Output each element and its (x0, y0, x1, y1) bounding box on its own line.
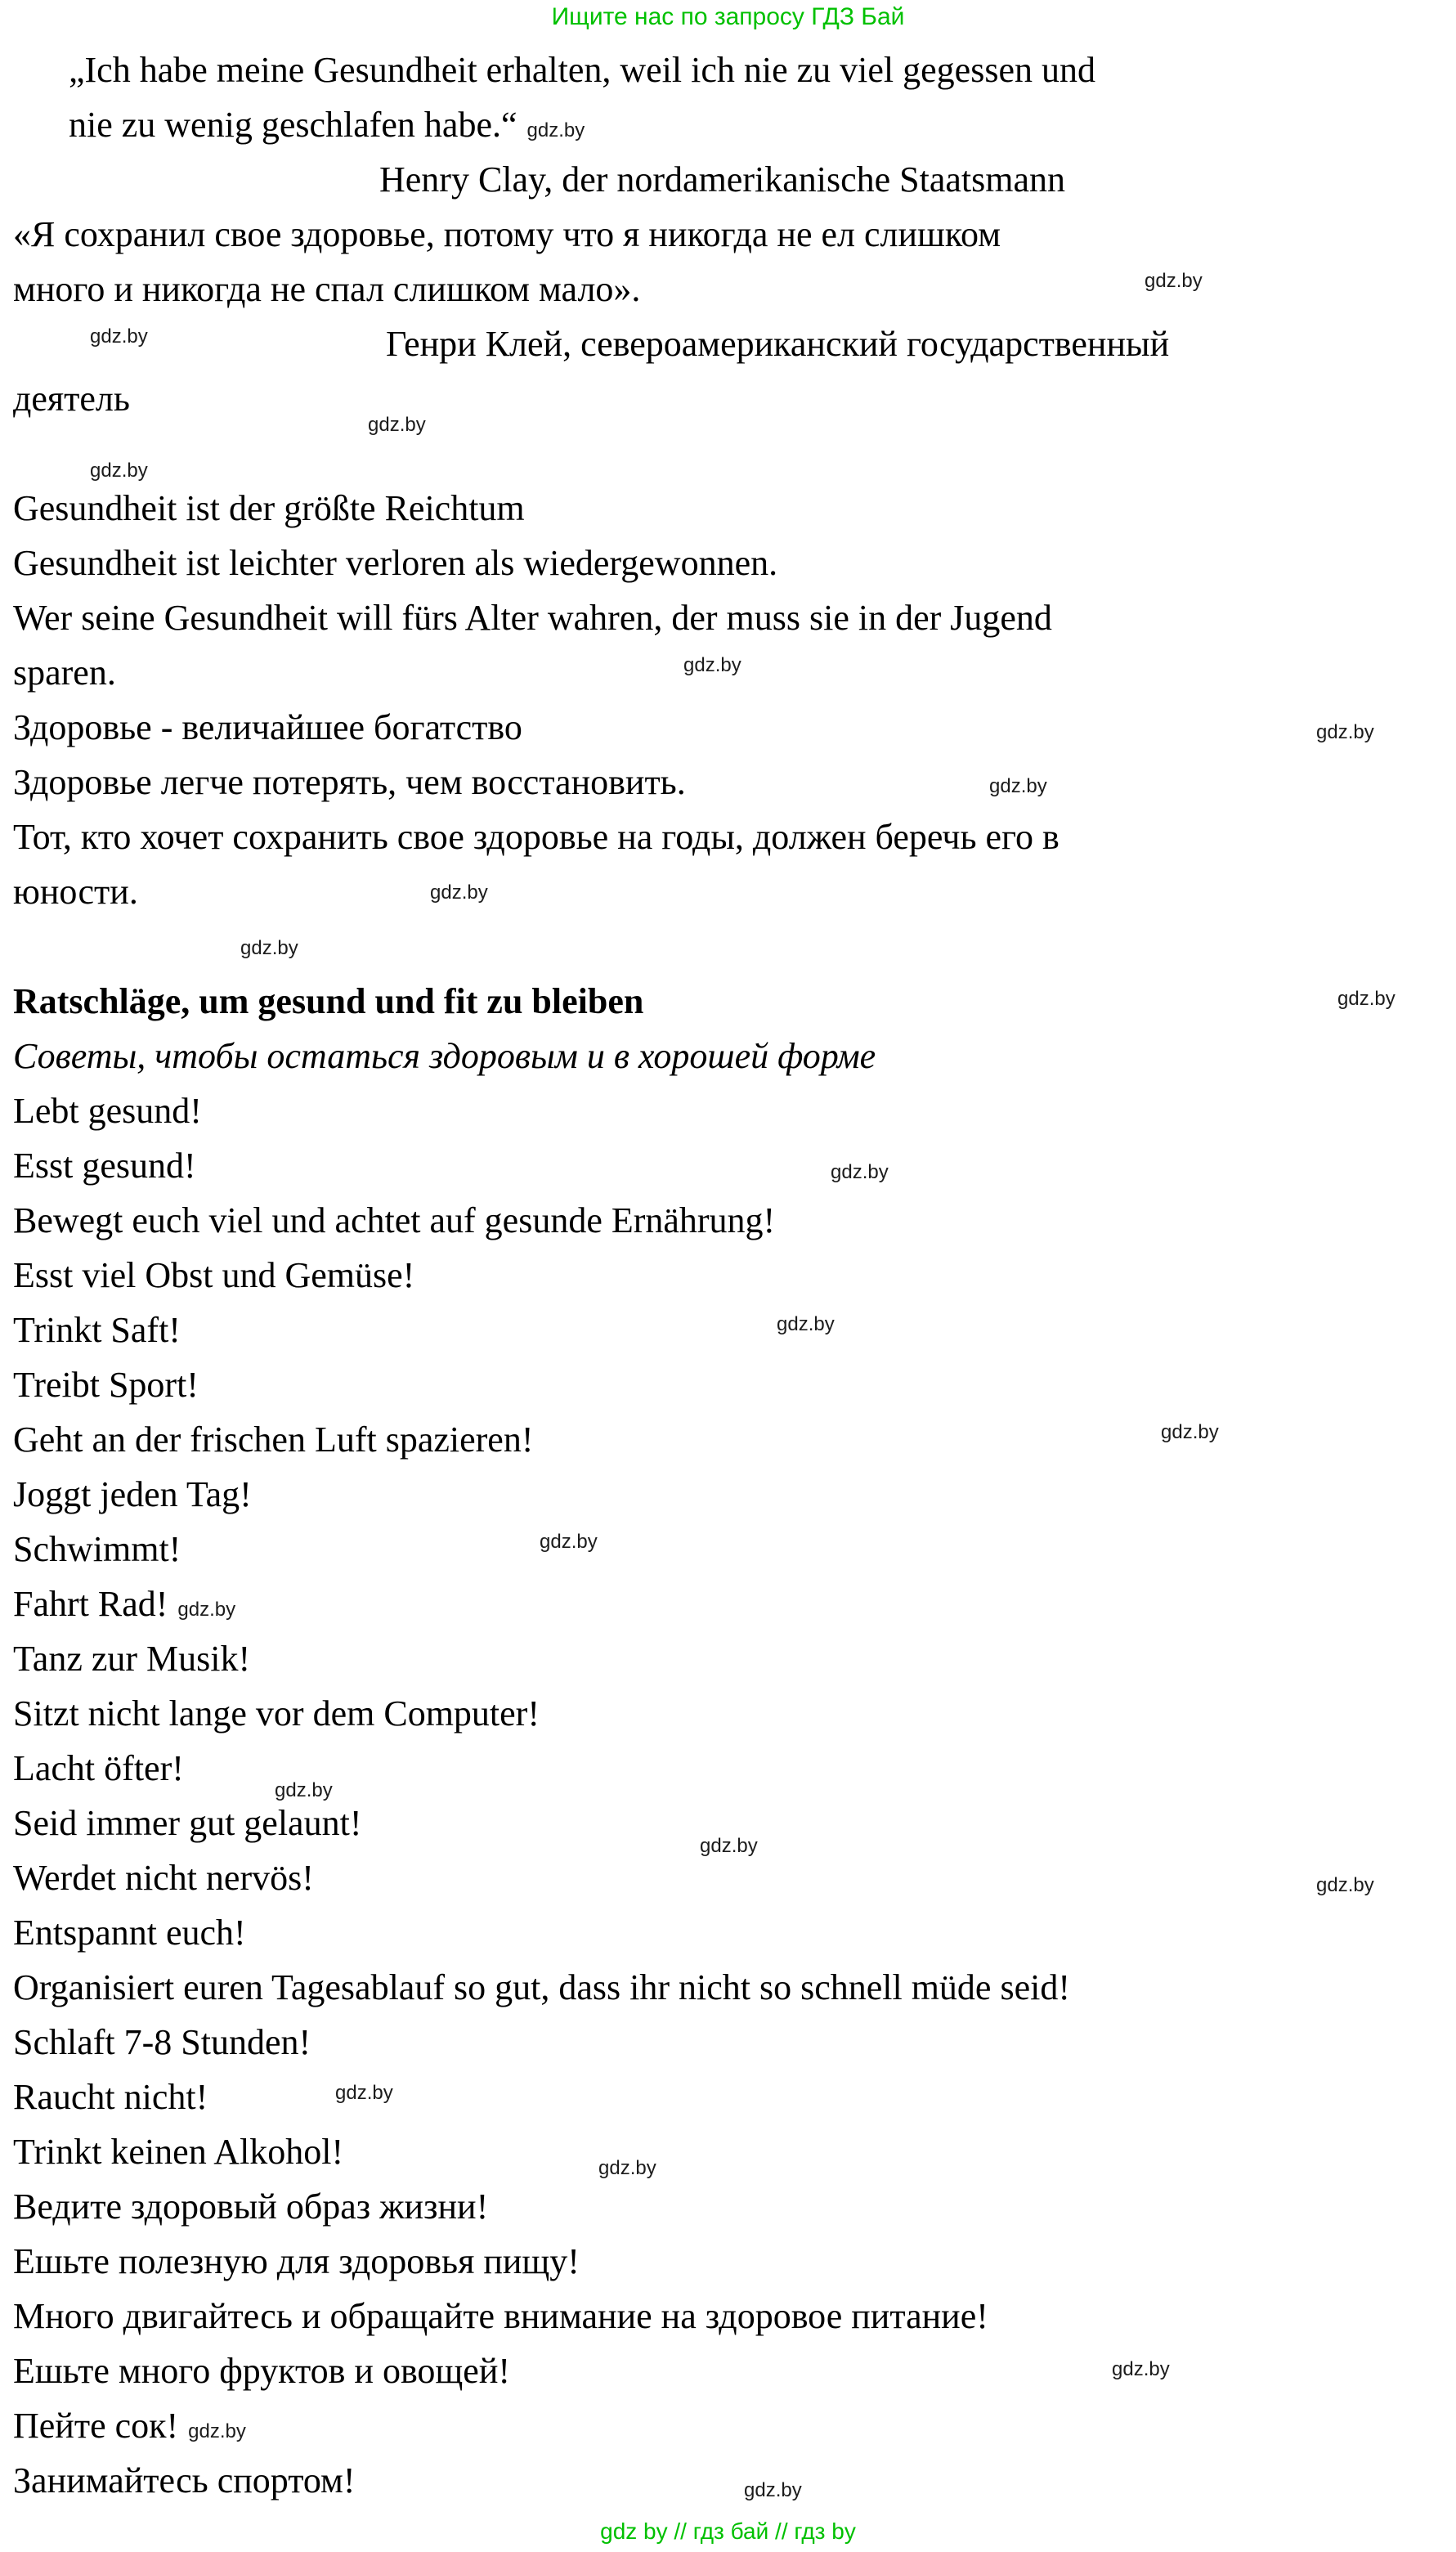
text-line (0, 1576, 1456, 1631)
gdz-watermark: gdz.by (1145, 270, 1203, 292)
text-line (0, 2234, 1456, 2289)
text-line (0, 481, 1456, 536)
text-line-content: деятель (13, 379, 130, 419)
text-line-content: sparen. (13, 653, 116, 693)
gdz-watermark: gdz.by (335, 2082, 393, 2104)
text-line-content: Joggt jeden Tag! (13, 1474, 252, 1514)
text-line (0, 1796, 1456, 1850)
gdz-watermark: gdz.by (777, 1313, 835, 1335)
text-line (0, 97, 1456, 152)
text-line (0, 1631, 1456, 1686)
text-line-content: Ешьте полезную для здоровья пищу! (13, 2241, 580, 2281)
text-line (0, 207, 1456, 262)
text-line (0, 2124, 1456, 2179)
text-line-content: Bewegt euch viel und achtet auf gesunde Ernährung! (13, 1200, 776, 1240)
text-line (0, 371, 1456, 426)
gdz-watermark: gdz.by (526, 119, 585, 141)
text-line (0, 2398, 1456, 2453)
text-line-content: «Я сохранил свое здоровье, потому что я никогда не ел слишком (13, 214, 1001, 254)
text-line-content: Esst viel Obst und Gemüse! (13, 1255, 415, 1295)
gdz-watermark: gdz.by (368, 414, 426, 436)
gdz-watermark: gdz.by (700, 1835, 758, 1857)
gdz-watermark: gdz.by (1316, 721, 1374, 743)
text-line (0, 645, 1456, 700)
text-line-content: nie zu wenig geschlafen habe.“ (69, 105, 517, 145)
gdz-watermark: gdz.by (1112, 2358, 1170, 2380)
text-line-content: юности. (13, 872, 138, 912)
text-line (0, 1522, 1456, 1576)
text-line-content: много и никогда не спал слишком мало». (13, 269, 641, 309)
text-line-content: „Ich habe meine Gesundheit erhalten, weil ich nie zu viel gegessen und (69, 50, 1095, 90)
document-text-content (0, 43, 1456, 2508)
text-line-content: Esst gesund! (13, 1146, 196, 1186)
text-line-content: Lebt gesund! (13, 1091, 202, 1131)
text-line-content: Henry Clay, der nordamerikanische Staatsmann (379, 159, 1065, 200)
text-line-content: Lacht öfter! (13, 1748, 184, 1788)
text-line-content: Raucht nicht! (13, 2077, 208, 2117)
text-line-content: Генри Клей, североамериканский государственный (386, 324, 1170, 364)
text-line (0, 2179, 1456, 2234)
text-line (0, 974, 1456, 1029)
gdz-watermark: gdz.by (598, 2157, 656, 2179)
text-line-content: Geht an der frischen Luft spazieren! (13, 1420, 534, 1460)
text-line (0, 1083, 1456, 1138)
gdz-watermark: gdz.by (188, 2420, 246, 2442)
gdz-watermark: gdz.by (744, 2479, 802, 2501)
text-line-content: Schwimmt! (13, 1529, 181, 1569)
text-line (0, 2343, 1456, 2398)
text-line (0, 1467, 1456, 1522)
text-line (0, 2453, 1456, 2508)
gdz-watermark: gdz.by (1337, 988, 1396, 1010)
text-line (0, 1741, 1456, 1796)
text-line-content: Пейте сок! (13, 2406, 179, 2446)
gdz-watermark: gdz.by (430, 881, 488, 904)
text-line (0, 1850, 1456, 1905)
text-line (0, 1357, 1456, 1412)
text-line (0, 810, 1456, 864)
text-line-content: Занимайтесь спортом! (13, 2460, 356, 2500)
text-line (0, 262, 1456, 316)
text-line-content: Gesundheit ist der größte Reichtum (13, 488, 525, 528)
gdz-watermark: gdz.by (683, 654, 741, 676)
gdz-watermark: gdz.by (177, 1599, 236, 1621)
text-line-content: Тот, кто хочет сохранить свое здоровье на годы, должен беречь его в (13, 817, 1060, 857)
text-line (0, 2015, 1456, 2070)
text-line-content: Trinkt keinen Alkohol! (13, 2132, 344, 2172)
text-line-content: Gesundheit ist leichter verloren als wiedergewonnen. (13, 543, 778, 583)
text-line (0, 316, 1456, 371)
text-line (0, 43, 1456, 97)
gdz-watermark: gdz.by (90, 460, 148, 482)
text-line-content: Werdet nicht nervös! (13, 1858, 314, 1898)
text-line (0, 1029, 1456, 1083)
text-line (0, 2289, 1456, 2343)
text-line-content: Здоровье легче потерять, чем восстановить. (13, 762, 686, 802)
gdz-watermark: gdz.by (989, 775, 1047, 797)
gdz-watermark: gdz.by (831, 1161, 889, 1183)
promo-header: Ищите нас по запросу ГДЗ Бай (551, 3, 905, 30)
text-line-content: Много двигайтесь и обращайте внимание на здоровое питание! (13, 2296, 988, 2336)
gdz-watermark: gdz.by (540, 1531, 598, 1553)
text-line-content: Treibt Sport! (13, 1365, 199, 1405)
text-line-content: Ведите здоровый образ жизни! (13, 2186, 489, 2227)
text-line (0, 1960, 1456, 2015)
text-line (0, 1412, 1456, 1467)
text-line (0, 152, 1456, 207)
text-line-content: Trinkt Saft! (13, 1310, 181, 1350)
gdz-watermark: gdz.by (1161, 1421, 1219, 1443)
text-line-content: Schlaft 7-8 Stunden! (13, 2022, 311, 2062)
text-line-content: Tanz zur Musik! (13, 1639, 251, 1679)
text-line (0, 590, 1456, 645)
text-line (0, 1303, 1456, 1357)
gdz-watermark: gdz.by (240, 937, 298, 959)
text-line (0, 1248, 1456, 1303)
text-line-content: Entspannt euch! (13, 1913, 246, 1953)
text-line-content: Ешьте много фруктов и овощей! (13, 2351, 511, 2391)
text-line (0, 2070, 1456, 2124)
promo-footer: gdz by // гдз бай // гдз by (600, 2518, 856, 2544)
text-line (0, 864, 1456, 919)
text-line (0, 1193, 1456, 1248)
text-line (0, 1905, 1456, 1960)
text-line (0, 700, 1456, 755)
text-line-content: Здоровье - величайшее богатство (13, 707, 522, 747)
text-line-content: Советы, чтобы остаться здоровым и в хорошей форме (13, 1036, 876, 1076)
gdz-watermark: gdz.by (275, 1779, 333, 1801)
text-line (0, 1138, 1456, 1193)
text-line (0, 755, 1456, 810)
text-line-content: Ratschläge, um gesund und fit zu bleiben (13, 981, 644, 1021)
text-line (0, 1686, 1456, 1741)
gdz-watermark: gdz.by (90, 325, 148, 348)
gdz-watermark: gdz.by (1316, 1874, 1374, 1896)
text-line (0, 426, 1456, 481)
text-line-content: Organisiert euren Tagesablauf so gut, dass ihr nicht so schnell müde seid! (13, 1967, 1070, 2007)
text-line-content: Wer seine Gesundheit will fürs Alter wahren, der muss sie in der Jugend (13, 598, 1052, 638)
text-line (0, 536, 1456, 590)
text-line-content: Sitzt nicht lange vor dem Computer! (13, 1693, 540, 1733)
text-line (0, 919, 1456, 974)
text-line-content: Seid immer gut gelaunt! (13, 1803, 362, 1843)
text-line-content: Fahrt Rad! (13, 1584, 168, 1624)
